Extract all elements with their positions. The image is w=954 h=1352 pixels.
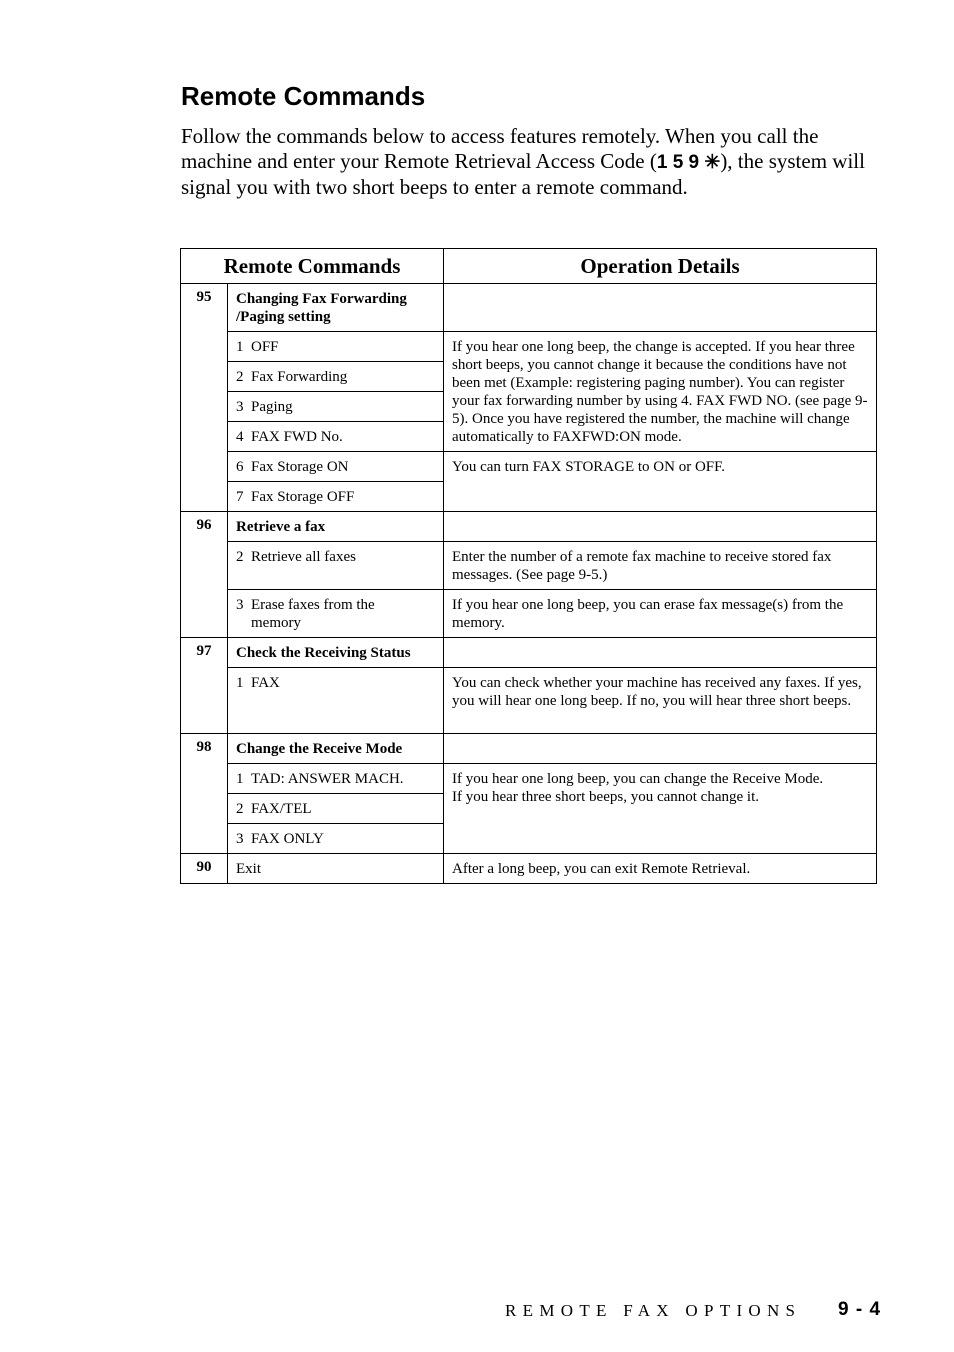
option-label: FAX FWD No. xyxy=(251,429,343,445)
option-number: 3 xyxy=(236,399,244,415)
command-title: Change the Receive Mode xyxy=(228,734,444,764)
option-label-continued: memory xyxy=(251,615,301,631)
table-row xyxy=(181,668,877,734)
details-cell: After a long beep, you can exit Remote Retrieval. xyxy=(444,854,877,884)
details-line-2: If you hear three short beeps, you cannot change it. xyxy=(452,789,759,805)
details-cell-empty xyxy=(444,638,877,668)
details-cell: Enter the number of a remote fax machine to receive stored fax messages. (See page 9-5.) xyxy=(444,542,877,590)
option-label: TAD: ANSWER MACH. xyxy=(251,771,404,787)
intro-paragraph xyxy=(181,124,881,200)
command-code-90: 90 xyxy=(181,854,228,884)
option-cell xyxy=(228,542,444,590)
table-row xyxy=(181,512,877,542)
table-row xyxy=(181,638,877,668)
option-label: Fax Forwarding xyxy=(251,369,348,385)
details-cell-empty xyxy=(444,284,877,332)
intro-text-end: ), the system will signal you with two short beeps to enter a remote command. xyxy=(181,149,865,199)
table-row xyxy=(181,284,877,332)
details-cell: You can turn FAX STORAGE to ON or OFF. xyxy=(444,452,877,512)
option-cell xyxy=(228,332,444,362)
option-cell xyxy=(228,590,444,638)
command-title: Retrieve a fax xyxy=(228,512,444,542)
access-code-keys: 1 5 9 ✳ xyxy=(656,152,721,173)
option-cell xyxy=(228,668,444,734)
command-title-line-2: /Paging setting xyxy=(236,309,331,325)
option-cell xyxy=(228,482,444,512)
option-number: 6 xyxy=(236,459,244,475)
command-title: Check the Receiving Status xyxy=(228,638,444,668)
table-row xyxy=(181,854,877,884)
option-cell xyxy=(228,824,444,854)
option-label: FAX ONLY xyxy=(251,831,324,847)
table-row xyxy=(181,590,877,638)
option-number: 1 xyxy=(236,771,244,787)
option-number: 1 xyxy=(236,339,244,355)
option-label: OFF xyxy=(251,339,279,355)
table-row xyxy=(181,764,877,794)
option-cell xyxy=(228,392,444,422)
option-label: Retrieve all faxes xyxy=(251,549,356,565)
column-header-operation-details: Operation Details xyxy=(444,249,877,284)
option-cell xyxy=(228,764,444,794)
option-cell xyxy=(228,422,444,452)
option-number: 1 xyxy=(236,675,244,691)
details-cell: You can check whether your machine has received any faxes. If yes, you will hear one long beep. If no, you will hear three short beeps. xyxy=(444,668,877,734)
option-number: 4 xyxy=(236,429,244,445)
option-number: 2 xyxy=(236,549,244,565)
command-code-98: 98 xyxy=(181,734,228,854)
option-label: Paging xyxy=(251,399,293,415)
option-cell xyxy=(228,452,444,482)
column-header-remote-commands: Remote Commands xyxy=(181,249,444,284)
page-title: Remote Commands xyxy=(181,81,426,111)
option-label: Fax Storage OFF xyxy=(251,489,355,505)
details-cell-empty xyxy=(444,512,877,542)
page-number: 9 - 4 xyxy=(838,1299,882,1320)
details-cell xyxy=(444,764,877,854)
option-number: 2 xyxy=(236,801,244,817)
table-row xyxy=(181,332,877,362)
details-cell-empty xyxy=(444,734,877,764)
option-number: 3 xyxy=(236,597,244,613)
command-code-96: 96 xyxy=(181,512,228,638)
option-cell xyxy=(228,794,444,824)
option-cell xyxy=(228,362,444,392)
table-row xyxy=(181,452,877,482)
command-title-line-1: Changing Fax Forwarding xyxy=(236,291,407,307)
command-title xyxy=(228,284,444,332)
table-header-row xyxy=(181,249,877,284)
table-row xyxy=(181,734,877,764)
option-label: FAX/TEL xyxy=(251,801,312,817)
option-label: Erase faxes from the xyxy=(251,597,375,613)
command-code-95: 95 xyxy=(181,284,228,512)
details-cell: If you hear one long beep, you can erase fax message(s) from the memory. xyxy=(444,590,877,638)
option-label: Fax Storage ON xyxy=(251,459,349,475)
command-label: Exit xyxy=(228,854,444,884)
command-code-97: 97 xyxy=(181,638,228,734)
intro-text-start: Follow the commands below to access features remotely. When you call the machine and enter your Remote Retrieval Access Code ( xyxy=(181,124,819,173)
details-cell: If you hear one long beep, the change is accepted. If you hear three short beeps, you cannot change it because the conditions have not been met (Example: registering paging number). You can register your fax forwarding number by using 4. FAX FWD NO. (see page 9-5). Once you have registered the number, the machine will change automatically to FAXFWD:ON mode. xyxy=(444,332,877,452)
remote-commands-table xyxy=(180,248,877,884)
details-line-1: If you hear one long beep, you can change the Receive Mode. xyxy=(452,771,824,787)
table-row xyxy=(181,542,877,590)
footer-section-title: REMOTE FAX OPTIONS xyxy=(505,1301,802,1320)
option-number: 2 xyxy=(236,369,244,385)
option-label: FAX xyxy=(251,675,280,691)
option-number: 3 xyxy=(236,831,244,847)
option-number: 7 xyxy=(236,489,244,505)
